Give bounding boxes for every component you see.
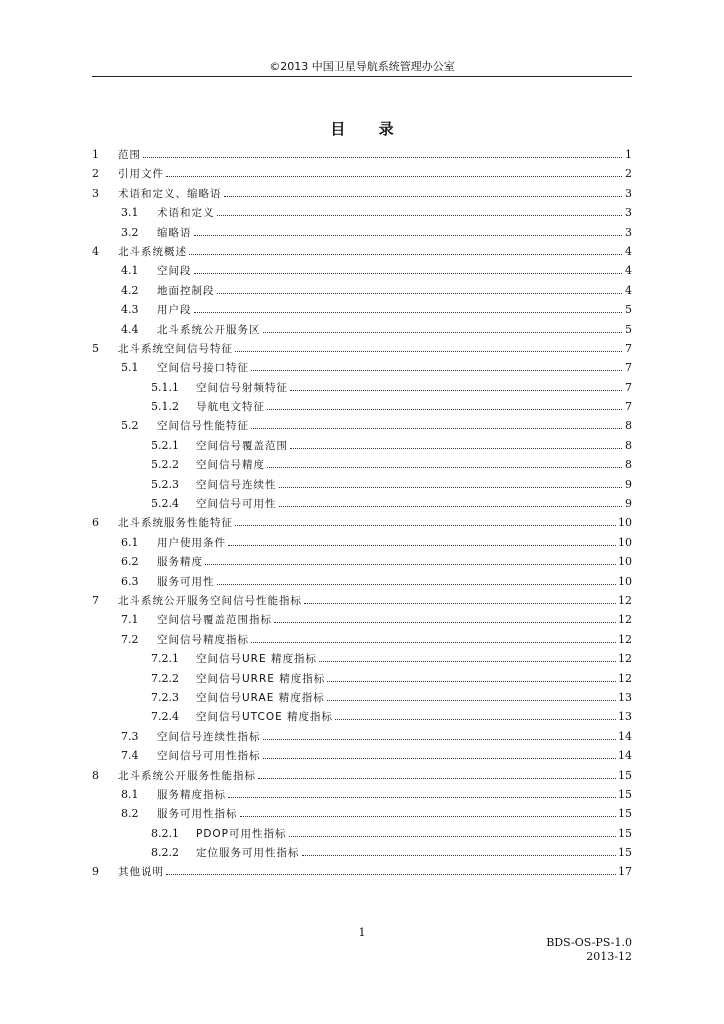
toc-dot-leader <box>235 350 622 352</box>
toc-entry-number: 4 <box>92 244 99 258</box>
toc-entry[interactable] <box>92 320 632 339</box>
toc-entry[interactable] <box>92 397 632 416</box>
toc-entry-page: 15 <box>618 807 632 821</box>
toc-entry[interactable] <box>92 727 632 746</box>
toc-entry[interactable] <box>92 416 632 435</box>
toc-entry-title: 空间信号精度 <box>196 459 265 472</box>
toc-entry-title: 北斗系统概述 <box>118 245 187 258</box>
toc-entry-number: 7.3 <box>121 729 139 743</box>
toc-entry-number: 5.2 <box>121 419 139 433</box>
toc-entry[interactable] <box>92 688 632 707</box>
toc-entry-title: 定位服务可用性指标 <box>196 847 300 860</box>
toc-entry-title: 术语和定义、缩略语 <box>118 187 222 200</box>
toc-entry-number: 4.4 <box>121 322 139 336</box>
toc-entry[interactable] <box>92 843 632 862</box>
toc-entry-number: 4.1 <box>121 264 139 278</box>
toc-entry-title: 北斗系统空间信号特征 <box>118 342 233 355</box>
toc-entry-title: 范围 <box>118 149 141 161</box>
toc-dot-leader <box>228 544 616 546</box>
toc-entry[interactable] <box>92 610 632 629</box>
toc-entry[interactable] <box>92 785 632 804</box>
toc-entry-number: 5.1.2 <box>151 400 179 414</box>
toc-entry-page: 7 <box>625 400 632 414</box>
toc-entry-title: 服务精度指标 <box>157 788 226 801</box>
toc-entry-page: 3 <box>625 186 632 200</box>
toc-entry-title: 空间信号连续性指标 <box>157 730 261 743</box>
toc-entry[interactable] <box>92 707 632 726</box>
toc-dot-leader <box>290 447 622 449</box>
toc-entry-title: 空间信号可用性 <box>196 498 277 511</box>
toc-entry-title: 空间信号URE 精度指标 <box>196 653 317 666</box>
toc-entry-title: 空间信号连续性 <box>196 478 277 491</box>
toc-entry-number: 6.3 <box>121 574 139 588</box>
toc-entry-title: 空间信号精度指标 <box>157 633 249 646</box>
toc-entry-page: 5 <box>625 303 632 317</box>
toc-entry[interactable] <box>92 300 632 319</box>
toc-entry-page: 15 <box>618 826 632 840</box>
toc-entry-page: 14 <box>618 729 632 743</box>
toc-entry-title: 术语和定义 <box>157 207 215 220</box>
toc-entry-number: 7.2.3 <box>151 690 179 704</box>
toc-entry-page: 9 <box>625 477 632 491</box>
toc-entry-page: 8 <box>625 419 632 433</box>
footer-doc-id: BDS-OS-PS-1.0 <box>546 936 632 949</box>
footer-date: 2013-12 <box>586 950 632 963</box>
toc-entry-title: 其他说明 <box>118 866 164 879</box>
toc-dot-leader <box>335 718 616 720</box>
toc-entry-number: 6.2 <box>121 555 139 569</box>
toc-dot-leader <box>143 156 622 158</box>
toc-entry-title: PDOP可用性指标 <box>196 827 287 840</box>
toc-entry-number: 5.2.1 <box>151 438 179 452</box>
toc-entry-page: 15 <box>618 768 632 782</box>
toc-title: 目 录 <box>330 120 408 138</box>
toc-entry-title: 空间信号URRE 精度指标 <box>196 672 326 685</box>
toc-entry-page: 12 <box>618 632 632 646</box>
toc-entry-number: 7.1 <box>121 613 139 627</box>
table-of-contents <box>92 145 632 882</box>
toc-entry-page: 7 <box>625 380 632 394</box>
toc-dot-leader <box>279 505 623 507</box>
toc-entry-number: 8.2 <box>121 807 139 821</box>
toc-entry[interactable] <box>92 339 632 358</box>
toc-entry[interactable] <box>92 649 632 668</box>
toc-entry-number: 7.2.2 <box>151 671 179 685</box>
toc-entry-number: 7 <box>92 593 99 607</box>
toc-entry-title: 北斗系统公开服务空间信号性能指标 <box>118 594 302 607</box>
toc-dot-leader <box>166 873 616 875</box>
toc-entry-number: 4.2 <box>121 283 139 297</box>
toc-dot-leader <box>194 272 623 274</box>
toc-entry-page: 12 <box>618 652 632 666</box>
toc-entry[interactable] <box>92 804 632 823</box>
toc-entry-page: 8 <box>625 438 632 452</box>
toc-entry-number: 1 <box>92 148 99 161</box>
toc-dot-leader <box>251 369 622 371</box>
toc-entry[interactable] <box>92 494 632 513</box>
footer-page-number: 1 <box>358 926 366 939</box>
page-header: ©2013 中国卫星导航系统管理办公室 <box>269 60 455 73</box>
toc-entry-number: 6 <box>92 516 99 530</box>
toc-dot-leader <box>327 680 616 682</box>
toc-entry[interactable] <box>92 766 632 785</box>
toc-entry-number: 8.2.2 <box>151 846 179 860</box>
toc-entry-page: 1 <box>625 148 632 161</box>
toc-entry-title: 引用文件 <box>118 168 164 181</box>
toc-entry-title: 用户段 <box>157 304 192 317</box>
toc-dot-leader <box>189 253 622 255</box>
toc-entry-page: 7 <box>625 361 632 375</box>
toc-entry[interactable] <box>92 746 632 765</box>
toc-entry-title: 空间信号性能特征 <box>157 420 249 433</box>
toc-entry-number: 8.1 <box>121 787 139 801</box>
toc-dot-leader <box>194 234 623 236</box>
toc-entry[interactable] <box>92 533 632 552</box>
toc-entry[interactable] <box>92 223 632 242</box>
toc-dot-leader <box>217 292 623 294</box>
toc-entry-page: 12 <box>618 593 632 607</box>
toc-dot-leader <box>302 854 617 856</box>
toc-entry-page: 7 <box>625 341 632 355</box>
toc-entry-number: 4.3 <box>121 303 139 317</box>
toc-entry[interactable] <box>92 358 632 377</box>
toc-entry-title: 地面控制段 <box>157 284 215 297</box>
toc-entry-page: 14 <box>618 749 632 763</box>
toc-entry-title: 服务可用性 <box>157 575 215 588</box>
toc-entry-number: 7.2 <box>121 632 139 646</box>
toc-entry-number: 5.2.2 <box>151 458 179 472</box>
toc-entry[interactable] <box>92 378 632 397</box>
toc-dot-leader <box>217 583 617 585</box>
toc-entry-number: 8.2.1 <box>151 826 179 840</box>
toc-entry[interactable] <box>92 203 632 222</box>
toc-entry-number: 6.1 <box>121 535 139 549</box>
toc-entry-title: 空间信号接口特征 <box>157 362 249 375</box>
toc-dot-leader <box>289 835 616 837</box>
toc-entry-page: 10 <box>618 555 632 569</box>
toc-entry-title: 缩略语 <box>157 226 192 239</box>
toc-entry-page: 3 <box>625 225 632 239</box>
toc-dot-leader <box>224 195 623 197</box>
toc-entry-page: 15 <box>618 846 632 860</box>
toc-entry[interactable] <box>92 145 632 164</box>
toc-dot-leader <box>327 699 616 701</box>
toc-entry-title: 空间信号覆盖范围 <box>196 439 288 452</box>
toc-dot-leader <box>279 486 623 488</box>
toc-entry[interactable] <box>92 591 632 610</box>
toc-entry[interactable] <box>92 184 632 203</box>
toc-entry-page: 10 <box>618 516 632 530</box>
toc-entry-title: 空间信号UTCOE 精度指标 <box>196 711 334 724</box>
toc-entry-page: 2 <box>625 167 632 181</box>
toc-dot-leader <box>290 389 622 391</box>
toc-dot-leader <box>267 466 622 468</box>
toc-entry[interactable] <box>92 281 632 300</box>
toc-entry-page: 3 <box>625 206 632 220</box>
toc-entry-number: 5.1.1 <box>151 380 179 394</box>
toc-entry-number: 7.2.1 <box>151 652 179 666</box>
toc-entry[interactable] <box>92 630 632 649</box>
toc-entry-page: 15 <box>618 787 632 801</box>
toc-entry[interactable] <box>92 513 632 532</box>
toc-entry-number: 2 <box>92 167 99 181</box>
toc-dot-leader <box>304 602 616 604</box>
toc-entry-title: 空间信号覆盖范围指标 <box>157 614 272 627</box>
toc-entry[interactable] <box>92 164 632 183</box>
toc-entry-page: 17 <box>618 865 632 879</box>
toc-entry[interactable] <box>92 862 632 881</box>
toc-entry-page: 10 <box>618 535 632 549</box>
toc-entry[interactable] <box>92 455 632 474</box>
toc-entry-title: 服务精度 <box>157 556 203 569</box>
toc-entry-title: 空间信号URAE 精度指标 <box>196 691 325 704</box>
toc-entry-number: 3 <box>92 186 99 200</box>
toc-entry-page: 10 <box>618 574 632 588</box>
toc-dot-leader <box>267 408 622 410</box>
toc-entry-title: 空间信号可用性指标 <box>157 750 261 763</box>
toc-entry-number: 5.2.3 <box>151 477 179 491</box>
toc-dot-leader <box>274 621 616 623</box>
toc-entry-number: 7.2.4 <box>151 710 179 724</box>
toc-entry[interactable] <box>92 261 632 280</box>
toc-entry-title: 北斗系统公开服务区 <box>157 323 261 336</box>
toc-entry-title: 空间信号射频特征 <box>196 381 288 394</box>
toc-entry-page: 12 <box>618 671 632 685</box>
toc-entry-title: 北斗系统服务性能特征 <box>118 517 233 530</box>
toc-dot-leader <box>263 331 623 333</box>
toc-entry-title: 服务可用性指标 <box>157 808 238 821</box>
toc-entry-page: 4 <box>625 283 632 297</box>
toc-dot-leader <box>251 641 616 643</box>
toc-entry-number: 5 <box>92 341 99 355</box>
toc-entry-number: 3.1 <box>121 206 139 220</box>
toc-entry[interactable] <box>92 669 632 688</box>
toc-entry-page: 4 <box>625 264 632 278</box>
toc-dot-leader <box>166 175 622 177</box>
toc-dot-leader <box>251 427 622 429</box>
toc-entry-number: 7.4 <box>121 749 139 763</box>
toc-entry[interactable] <box>92 475 632 494</box>
toc-entry-number: 5.2.4 <box>151 497 179 511</box>
toc-entry-title: 用户使用条件 <box>157 536 226 549</box>
header-rule <box>92 76 632 77</box>
toc-dot-leader <box>258 777 616 779</box>
toc-entry[interactable] <box>92 572 632 591</box>
toc-entry[interactable] <box>92 436 632 455</box>
toc-entry-page: 5 <box>625 322 632 336</box>
toc-dot-leader <box>205 563 616 565</box>
toc-dot-leader <box>235 524 616 526</box>
toc-dot-leader <box>263 738 617 740</box>
toc-dot-leader <box>228 796 616 798</box>
toc-dot-leader <box>240 815 617 817</box>
toc-entry-title: 导航电文特征 <box>196 401 265 414</box>
toc-entry-number: 5.1 <box>121 361 139 375</box>
toc-dot-leader <box>194 311 623 313</box>
toc-entry-page: 13 <box>618 710 632 724</box>
toc-entry-title: 空间段 <box>157 265 192 278</box>
toc-entry-page: 13 <box>618 690 632 704</box>
toc-entry[interactable] <box>92 242 632 261</box>
footer-doc-info <box>546 936 632 964</box>
toc-dot-leader <box>319 660 616 662</box>
toc-entry-number: 3.2 <box>121 225 139 239</box>
toc-entry-page: 8 <box>625 458 632 472</box>
toc-entry-number: 9 <box>92 865 99 879</box>
toc-entry-page: 9 <box>625 497 632 511</box>
toc-entry-title: 北斗系统公开服务性能指标 <box>118 769 256 782</box>
toc-entry-page: 12 <box>618 613 632 627</box>
toc-entry[interactable] <box>92 824 632 843</box>
toc-dot-leader <box>217 214 623 216</box>
toc-dot-leader <box>263 757 617 759</box>
toc-entry-number: 8 <box>92 768 99 782</box>
toc-entry[interactable] <box>92 552 632 571</box>
toc-entry-page: 4 <box>625 244 632 258</box>
